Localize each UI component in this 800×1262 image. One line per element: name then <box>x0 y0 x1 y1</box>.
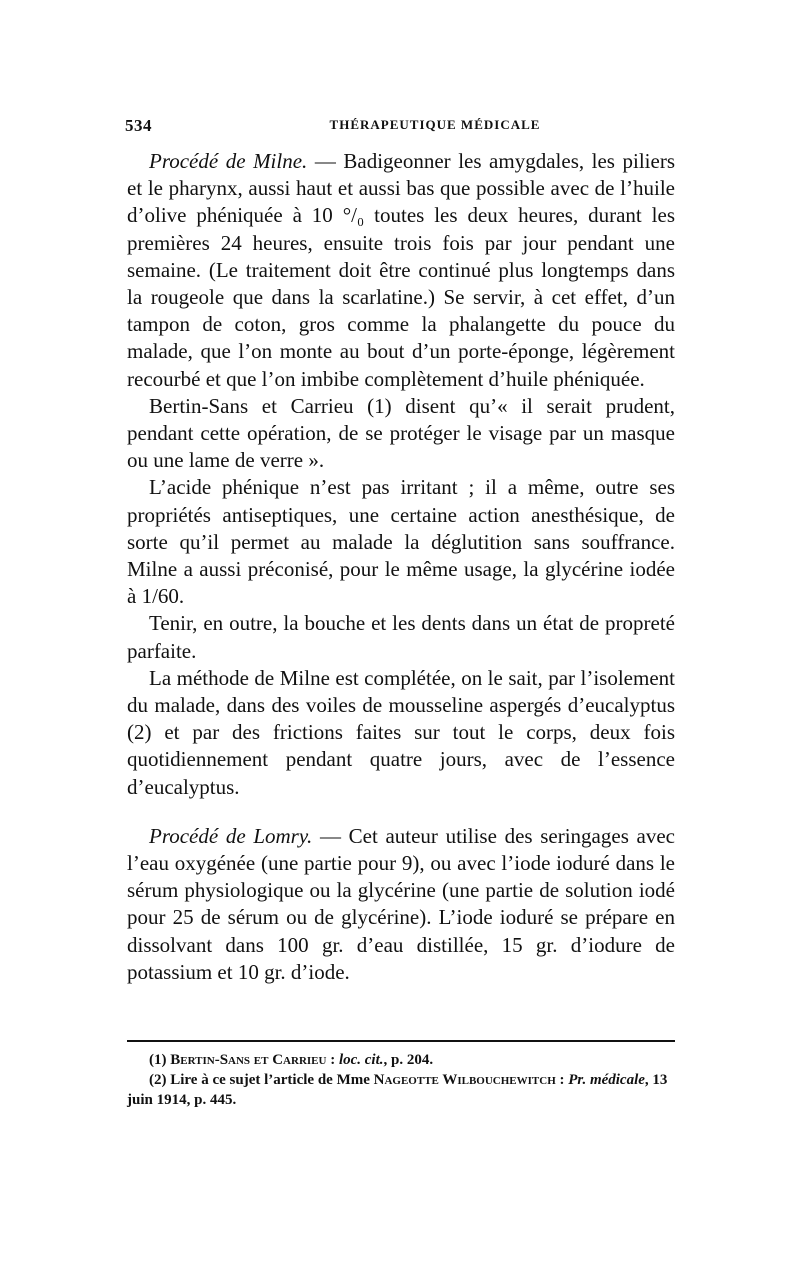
paragraph-milne <box>127 148 675 393</box>
footnote-number: (1) <box>149 1052 171 1068</box>
footnote-1 <box>127 1050 675 1070</box>
footnote-separator: : <box>326 1052 339 1068</box>
paragraph-lomry <box>127 823 675 986</box>
footnote-reference: loc. cit. <box>338 1052 384 1068</box>
footnote-2 <box>127 1070 675 1110</box>
paragraph-text: — Badigeonner les amygdales, les piliers et le pharynx, aussi haut et aussi bas que possible avec de l’huile d’olive phéniquée à 10 °/₀ toutes les deux heures, durant les premières 24 heures, ensuite trois fois par jour pendant une semaine. (Le traitement doit être continué plus longtemps dans la rougeole que dans la scarlatine.) Se servir, à cet effet, d’un tampon de coton, gros comme la phalangette du pouce du malade, que l’on monte au bout d’un porte-éponge, légèrement recourbé et que l’on imbibe complètement d’huile phéniquée. <box>127 149 675 391</box>
paragraph-methode-milne: La méthode de Milne est complétée, on le sait, par l’isolement du malade, dans des voiles de mousseline aspergés d’eucalyptus (2) et par des frictions faites sur tout le corps, deux fois quotidiennement pendant quatre jours, avec de l’essence d’eucalyptus. <box>127 665 675 799</box>
procedure-title-milne: Procédé de Milne. <box>149 149 308 173</box>
footnote-journal: Pr. médicale <box>568 1072 645 1088</box>
body-text <box>127 148 675 986</box>
footnote-number: (2) <box>149 1072 171 1088</box>
page-number: 534 <box>125 116 152 135</box>
footnote-page: , p. 204. <box>383 1052 434 1068</box>
footnote-authors: Bertin-Sans et Carrieu <box>170 1052 327 1068</box>
running-head: THÉRAPEUTIQUE MÉDICALE <box>329 117 541 132</box>
footnotes <box>127 1050 675 1110</box>
footnote-details: , 13 juin 1914, p. 445. <box>127 1072 668 1108</box>
footnote-separator: : <box>555 1072 569 1088</box>
footnote-rule <box>127 1040 675 1042</box>
paragraph-text: — Cet auteur utilise des seringages avec l’eau oxygénée (une partie pour 9), ou avec l’iode ioduré dans le sérum physiologique ou la glycérine (une partie de solution iodé pour 25 de sérum ou de glycérine). L’iode ioduré se prépare en dissolvant dans 100 gr. d’eau distillée, 15 gr. d’iodure de potassium et 10 gr. d’iode. <box>127 823 676 984</box>
paragraph-acide-phenique: L’acide phénique n’est pas irritant ; il a même, outre ses propriétés antiseptiques, une certaine action anesthésique, de sorte qu’il permet au malade la déglutition sans souffrance. Milne a aussi préconisé, pour le même usage, la glycérine iodée à 1/60. <box>127 475 675 609</box>
paragraph-hygiene: Tenir, en outre, la bouche et les dents dans un état de propreté parfaite. <box>127 611 675 663</box>
footnote-text: Lire à ce sujet l’article de Mme <box>170 1072 374 1088</box>
procedure-title-lomry: Procédé de Lomry. <box>149 823 313 848</box>
footnote-author: Nageotte Wilbouchewitch <box>373 1072 556 1088</box>
paragraph-bertin-sans: Bertin-Sans et Carrieu (1) disent qu’« il serait prudent, pendant cette opération, de se protéger le visage par un masque ou une lame de verre ». <box>127 393 675 473</box>
